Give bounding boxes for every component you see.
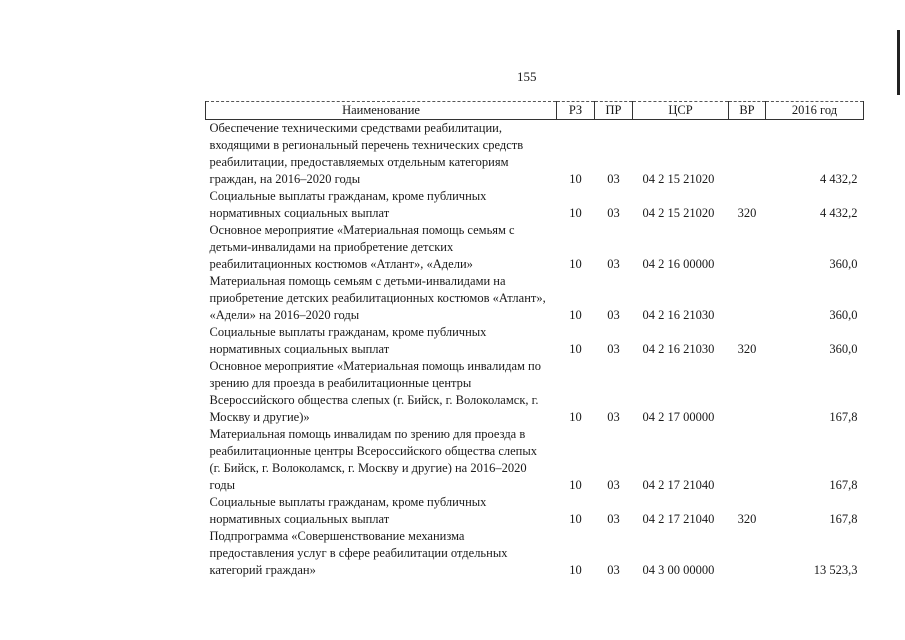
- cell-rz: 10: [569, 257, 582, 271]
- cell-pr: 03: [607, 308, 620, 322]
- cell-pr: 03: [607, 206, 620, 220]
- cell-rz: 10: [569, 308, 582, 322]
- cell-rz: 10: [569, 478, 582, 492]
- cell-vr: [729, 426, 766, 494]
- cell-csr: 04 2 16 21030: [642, 308, 715, 322]
- cell-rz: 10: [569, 172, 582, 186]
- cell-name: Основное мероприятие «Материальная помощь семьям с детьми-инвалидами на приобретение детских реабилитационных костюмов «Атлант», «Адели»: [209, 223, 515, 271]
- cell-rz: 10: [569, 410, 582, 424]
- cell-rz: 10: [569, 206, 582, 220]
- cell-csr: 04 2 15 21020: [642, 206, 715, 220]
- page-number: 155: [517, 69, 537, 84]
- header-rz: РЗ: [557, 102, 595, 120]
- cell-pr: 03: [607, 257, 620, 271]
- cell-amount: 167,8: [829, 512, 858, 526]
- cell-vr: 320: [737, 512, 757, 526]
- cell-csr: 04 2 17 21040: [642, 478, 715, 492]
- cell-name: Подпрограмма «Совершенствование механизма предоставления услуг в сфере реабилитации отдельных категорий граждан»: [209, 529, 508, 577]
- cell-csr: 04 2 15 21020: [642, 172, 715, 186]
- cell-vr: [729, 120, 766, 189]
- cell-pr: 03: [607, 410, 620, 424]
- table-row: [206, 273, 864, 324]
- cell-name: Материальная помощь инвалидам по зрению для проезда в реабилитационные центры Всероссийского общества слепых (г. Бийск, г. Волоколамск, г. Москву и другие) на 2016–2020 годы: [209, 427, 538, 492]
- budget-table: [205, 101, 864, 579]
- cell-pr: 03: [607, 172, 620, 186]
- cell-name: Социальные выплаты гражданам, кроме публичных нормативных социальных выплат: [209, 495, 487, 526]
- cell-name: Основное мероприятие «Материальная помощь инвалидам по зрению для проезда в реабилитационные центры Всероссийского общества слепых (г. Бийск, г. Волоколамск, г. Москву и другие)»: [209, 359, 541, 424]
- cell-csr: 04 2 17 21040: [642, 512, 715, 526]
- cell-pr: 03: [607, 563, 620, 577]
- cell-amount: 4 432,2: [820, 206, 858, 220]
- cell-pr: 03: [607, 342, 620, 356]
- cell-amount: 4 432,2: [820, 172, 858, 186]
- header-amount: 2016 год: [766, 102, 864, 120]
- cell-amount: 360,0: [829, 257, 858, 271]
- header-name: Наименование: [206, 102, 557, 120]
- cell-vr: [729, 358, 766, 426]
- cell-vr: 320: [737, 206, 757, 220]
- header-pr: ПР: [595, 102, 633, 120]
- table-row: [206, 324, 864, 358]
- table-row: [206, 222, 864, 273]
- cell-amount: 13 523,3: [813, 563, 858, 577]
- cell-rz: 10: [569, 563, 582, 577]
- cell-rz: 10: [569, 342, 582, 356]
- scan-edge-mark: [897, 30, 900, 95]
- table-row: [206, 494, 864, 528]
- table-row: [206, 358, 864, 426]
- cell-name: Материальная помощь семьям с детьми-инвалидами на приобретение детских реабилитационных костюмов «Атлант», «Адели» на 2016–2020 годы: [209, 274, 546, 322]
- cell-amount: 360,0: [829, 342, 858, 356]
- table-row: [206, 188, 864, 222]
- cell-amount: 167,8: [829, 478, 858, 492]
- cell-name: Социальные выплаты гражданам, кроме публичных нормативных социальных выплат: [209, 189, 487, 220]
- cell-csr: 04 2 16 00000: [642, 257, 715, 271]
- table-row: [206, 426, 864, 494]
- cell-amount: 167,8: [829, 410, 858, 424]
- header-csr: ЦСР: [633, 102, 729, 120]
- table-row: [206, 120, 864, 189]
- cell-csr: 04 2 17 00000: [642, 410, 715, 424]
- cell-csr: 04 3 00 00000: [642, 563, 715, 577]
- cell-pr: 03: [607, 512, 620, 526]
- cell-vr: [729, 528, 766, 579]
- header-vr: ВР: [729, 102, 766, 120]
- cell-rz: 10: [569, 512, 582, 526]
- cell-name: Социальные выплаты гражданам, кроме публичных нормативных социальных выплат: [209, 325, 487, 356]
- table-row: [206, 528, 864, 579]
- cell-amount: 360,0: [829, 308, 858, 322]
- table-header-row: [206, 102, 864, 120]
- cell-pr: 03: [607, 478, 620, 492]
- cell-csr: 04 2 16 21030: [642, 342, 715, 356]
- cell-vr: [729, 273, 766, 324]
- cell-name: Обеспечение техническими средствами реабилитации, входящими в региональный перечень технических средств реабилитации, предоставляемых отдельным категориям граждан, на 2016–2020 годы: [209, 121, 524, 186]
- cell-vr: [729, 222, 766, 273]
- cell-vr: 320: [737, 342, 757, 356]
